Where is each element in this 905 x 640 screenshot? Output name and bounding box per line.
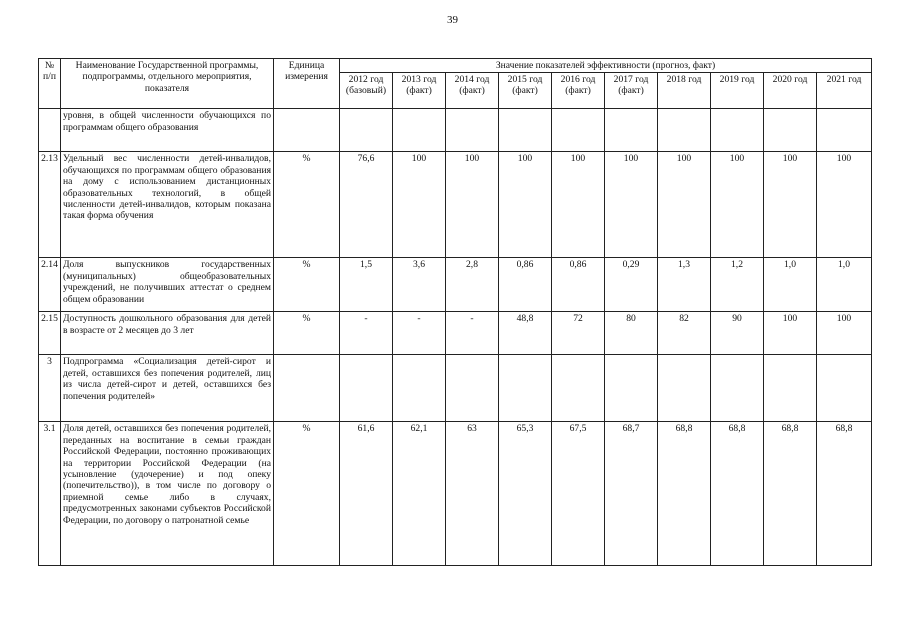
row-value: 100 xyxy=(499,152,552,258)
header-year-label: 2018 год xyxy=(666,74,702,86)
header-year-note: (факт) xyxy=(512,85,538,97)
row-value: 100 xyxy=(393,152,446,258)
row-value xyxy=(817,109,872,152)
header-year-label: 2019 год xyxy=(719,74,755,86)
header-year xyxy=(711,73,764,109)
row-unit: % xyxy=(274,152,340,258)
header-year xyxy=(446,73,499,109)
row-value: 0,86 xyxy=(499,258,552,312)
row-num: 2.14 xyxy=(39,258,61,312)
row-value: 100 xyxy=(817,312,872,355)
row-value: 1,3 xyxy=(658,258,711,312)
header-year-label: 2021 год xyxy=(826,74,862,86)
row-name: уровня, в общей численности обучающихся по программам общего образования xyxy=(61,109,274,152)
header-unit: Единица измерения xyxy=(274,59,340,109)
row-value xyxy=(605,355,658,422)
row-value xyxy=(764,355,817,422)
row-unit xyxy=(274,109,340,152)
row-name: Удельный вес численности детей-инвалидов, обучающихся по программам общего образования на дому с использованием дистанционных образовательных технологий, в общей численности детей-инвалидов, которым показана такая форма обучения xyxy=(61,152,274,258)
row-value: 1,2 xyxy=(711,258,764,312)
row-value xyxy=(817,355,872,422)
row-value: 67,5 xyxy=(552,422,605,566)
row-value: 76,6 xyxy=(340,152,393,258)
row-value: 72 xyxy=(552,312,605,355)
row-value: 100 xyxy=(817,152,872,258)
row-value xyxy=(658,355,711,422)
row-value: 68,8 xyxy=(764,422,817,566)
row-value: 1,0 xyxy=(817,258,872,312)
row-value: 68,8 xyxy=(658,422,711,566)
row-value: 48,8 xyxy=(499,312,552,355)
row-value xyxy=(340,355,393,422)
header-year-label: 2012 год xyxy=(348,74,384,86)
row-value xyxy=(711,109,764,152)
header-year-label: 2017 год xyxy=(613,74,649,86)
row-value xyxy=(393,109,446,152)
row-value: - xyxy=(393,312,446,355)
row-value xyxy=(499,355,552,422)
row-value: 68,8 xyxy=(817,422,872,566)
header-row-top xyxy=(39,59,872,73)
header-year-label: 2014 год xyxy=(454,74,490,86)
table-row xyxy=(39,258,872,312)
row-value: 63 xyxy=(446,422,499,566)
table-row xyxy=(39,152,872,258)
row-value xyxy=(446,109,499,152)
row-value: 0,86 xyxy=(552,258,605,312)
header-year-label: 2013 год xyxy=(401,74,437,86)
page-number: 39 xyxy=(447,14,458,26)
header-year-label: 2015 год xyxy=(507,74,543,86)
table-row xyxy=(39,422,872,566)
row-value: 68,7 xyxy=(605,422,658,566)
row-value: - xyxy=(446,312,499,355)
row-value xyxy=(658,109,711,152)
row-value: 61,6 xyxy=(340,422,393,566)
row-value: 1,5 xyxy=(340,258,393,312)
row-value xyxy=(552,109,605,152)
row-value: 62,1 xyxy=(393,422,446,566)
row-value xyxy=(764,109,817,152)
indicators-table xyxy=(38,58,872,566)
header-year-note: (факт) xyxy=(406,85,432,97)
row-value: 100 xyxy=(552,152,605,258)
row-name: Доступность дошкольного образования для детей в возрасте от 2 месяцев до 3 лет xyxy=(61,312,274,355)
row-value xyxy=(340,109,393,152)
header-year-label: 2016 год xyxy=(560,74,596,86)
row-value: 3,6 xyxy=(393,258,446,312)
header-year xyxy=(340,73,393,109)
row-name: Доля детей, оставшихся без попечения родителей, переданных на воспитание в семьи граждан Российской Федерации, постоянно проживающих на территории Российской Федерации (на усыновление (удочерение) и под опеку (попечительство)), в том числе по договору о приемной семье либо в случаях, предусмотренных законами субъектов Российской Федерации, по договору о патронатной семье xyxy=(61,422,274,566)
header-values-group: Значение показателей эффективности (прогноз, факт) xyxy=(340,59,872,73)
row-num xyxy=(39,109,61,152)
header-year xyxy=(658,73,711,109)
row-value: 90 xyxy=(711,312,764,355)
row-value: - xyxy=(340,312,393,355)
row-value: 100 xyxy=(764,312,817,355)
row-name: Доля выпускников государственных (муниципальных) общеобразовательных учреждений, не получивших аттестат о среднем общем образовании xyxy=(61,258,274,312)
row-unit: % xyxy=(274,258,340,312)
header-year-note: (факт) xyxy=(618,85,644,97)
header-year xyxy=(499,73,552,109)
header-year xyxy=(817,73,872,109)
row-value: 100 xyxy=(658,152,711,258)
row-unit xyxy=(274,355,340,422)
table-row xyxy=(39,312,872,355)
row-name: Подпрограмма «Социализация детей-сирот и детей, оставшихся без попечения родителей, лиц из числа детей-сирот и детей, оставшихся без попечения родителей» xyxy=(61,355,274,422)
row-value: 100 xyxy=(446,152,499,258)
header-year xyxy=(605,73,658,109)
header-year-note: (факт) xyxy=(459,85,485,97)
row-value: 2,8 xyxy=(446,258,499,312)
row-value xyxy=(711,355,764,422)
header-year xyxy=(552,73,605,109)
row-value xyxy=(446,355,499,422)
row-value: 68,8 xyxy=(711,422,764,566)
table-row xyxy=(39,355,872,422)
header-year-note: (базовый) xyxy=(345,85,387,97)
row-value: 80 xyxy=(605,312,658,355)
table-row xyxy=(39,109,872,152)
row-value: 82 xyxy=(658,312,711,355)
header-year xyxy=(393,73,446,109)
row-value: 100 xyxy=(605,152,658,258)
row-value: 100 xyxy=(764,152,817,258)
row-value: 100 xyxy=(711,152,764,258)
row-num: 2.13 xyxy=(39,152,61,258)
row-value: 1,0 xyxy=(764,258,817,312)
row-num: 3 xyxy=(39,355,61,422)
header-name: Наименование Государственной программы, подпрограммы, отдельного мероприятия, показателя xyxy=(61,59,274,109)
row-unit: % xyxy=(274,312,340,355)
row-value: 65,3 xyxy=(499,422,552,566)
row-num: 3.1 xyxy=(39,422,61,566)
row-value xyxy=(552,355,605,422)
row-value xyxy=(499,109,552,152)
row-value xyxy=(605,109,658,152)
header-year-note: (факт) xyxy=(565,85,591,97)
header-year-label: 2020 год xyxy=(772,74,808,86)
header-year xyxy=(764,73,817,109)
row-value xyxy=(393,355,446,422)
header-num: № п/п xyxy=(39,59,61,109)
row-unit: % xyxy=(274,422,340,566)
row-value: 0,29 xyxy=(605,258,658,312)
row-num: 2.15 xyxy=(39,312,61,355)
